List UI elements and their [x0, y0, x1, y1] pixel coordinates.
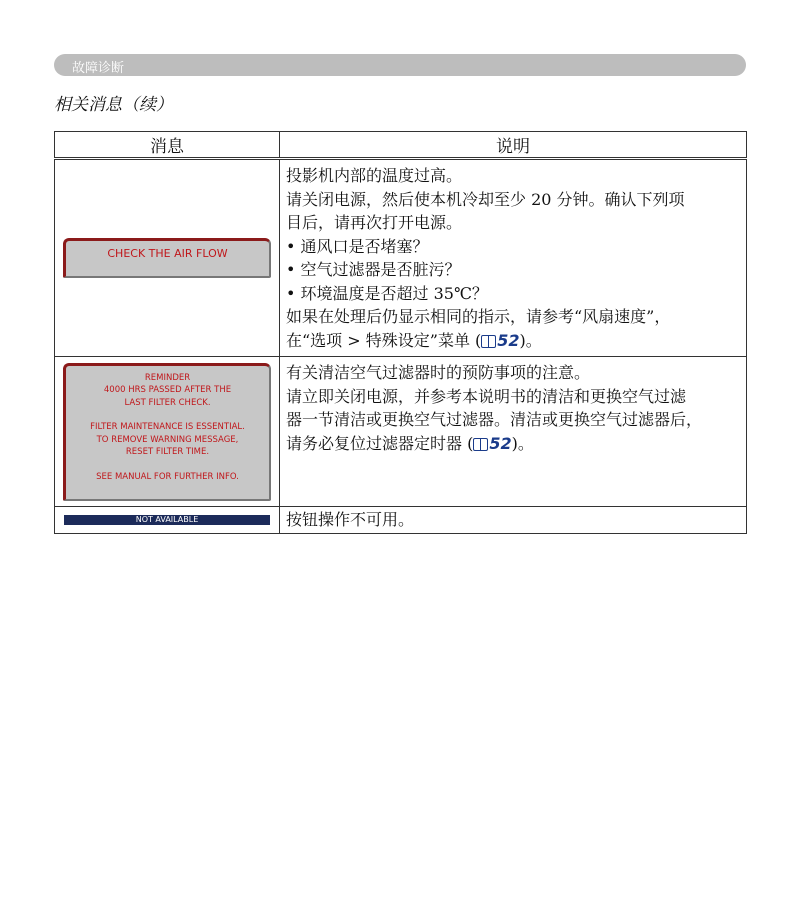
description-text: 在“选项 > 特殊设定”菜单 ( — [286, 330, 482, 350]
page-title: 相关消息（续） — [54, 95, 173, 115]
description-line: • 空气过滤器是否脏污？ — [286, 260, 461, 279]
description-line — [286, 329, 742, 353]
description-line: • 环境温度是否超过 35℃？ — [286, 283, 488, 303]
check-air-flow-screen — [63, 238, 271, 278]
table-header-row — [55, 132, 747, 159]
filter-reminder-screen — [63, 363, 271, 501]
description-line: 请关闭电源，然后使本机冷却至少 20 分钟。确认下列项 — [286, 189, 685, 209]
page-reference-link[interactable]: 52 — [497, 330, 520, 350]
screen-line: SEE MANUAL FOR FURTHER INFO. — [96, 471, 239, 482]
section-header-bar — [54, 54, 746, 76]
description-line: 有关清洁空气过滤器时的预防事项的注意。 — [286, 363, 591, 382]
screen-line: 4000 HRS PASSED AFTER THE — [103, 385, 232, 395]
book-icon — [481, 335, 496, 348]
screen-line: RESET FILTER TIME. — [125, 447, 210, 457]
screen-line-spacer — [66, 409, 269, 421]
message-table — [54, 131, 747, 534]
screen-line: TO REMOVE WARNING MESSAGE, — [96, 434, 239, 445]
page-reference-link[interactable]: 52 — [489, 433, 512, 453]
screen-line: LAST FILTER CHECK. — [124, 397, 211, 408]
section-label: 故障诊断 — [72, 61, 125, 76]
column-header-message: 消息 — [55, 132, 280, 159]
message-cell — [55, 159, 280, 357]
description-text: )。 — [511, 433, 534, 453]
table-row — [55, 357, 747, 507]
column-header-description: 说明 — [280, 132, 747, 159]
description-line: 投影机内部的温度过高。 — [286, 166, 463, 185]
description-cell — [280, 159, 747, 357]
screen-line: FILTER MAINTENANCE IS ESSENTIAL. — [90, 422, 245, 432]
description-line: • 通风口是否堵塞？ — [286, 236, 429, 256]
description-line: 器一节清洁或更换空气过滤器。清洁或更换空气过滤器后， — [286, 410, 703, 429]
description-line: 如果在处理后仍显示相同的指示，请参考“风扇速度”， — [286, 307, 671, 326]
table-row — [55, 159, 747, 357]
description-cell — [280, 507, 747, 534]
not-available-bar: NOT AVAILABLE — [64, 515, 270, 525]
description-text: 请务必复位过滤器定时器 ( — [286, 433, 474, 453]
table-row — [55, 507, 747, 534]
description-line: 请立即关闭电源，并参考本说明书的清洁和更换空气过滤 — [286, 386, 687, 406]
book-icon — [473, 438, 488, 451]
description-text: )。 — [519, 330, 542, 350]
description-line — [286, 432, 742, 456]
screen-line-spacer — [66, 459, 269, 471]
message-cell — [55, 507, 280, 534]
description-line: 按钮操作不可用。 — [286, 510, 415, 529]
description-cell — [280, 357, 747, 507]
screen-message-text: CHECK THE AIR FLOW — [107, 247, 228, 260]
description-line: 目后，请再次打开电源。 — [286, 213, 463, 232]
message-cell — [55, 357, 280, 507]
screen-line: REMINDER — [144, 372, 191, 383]
